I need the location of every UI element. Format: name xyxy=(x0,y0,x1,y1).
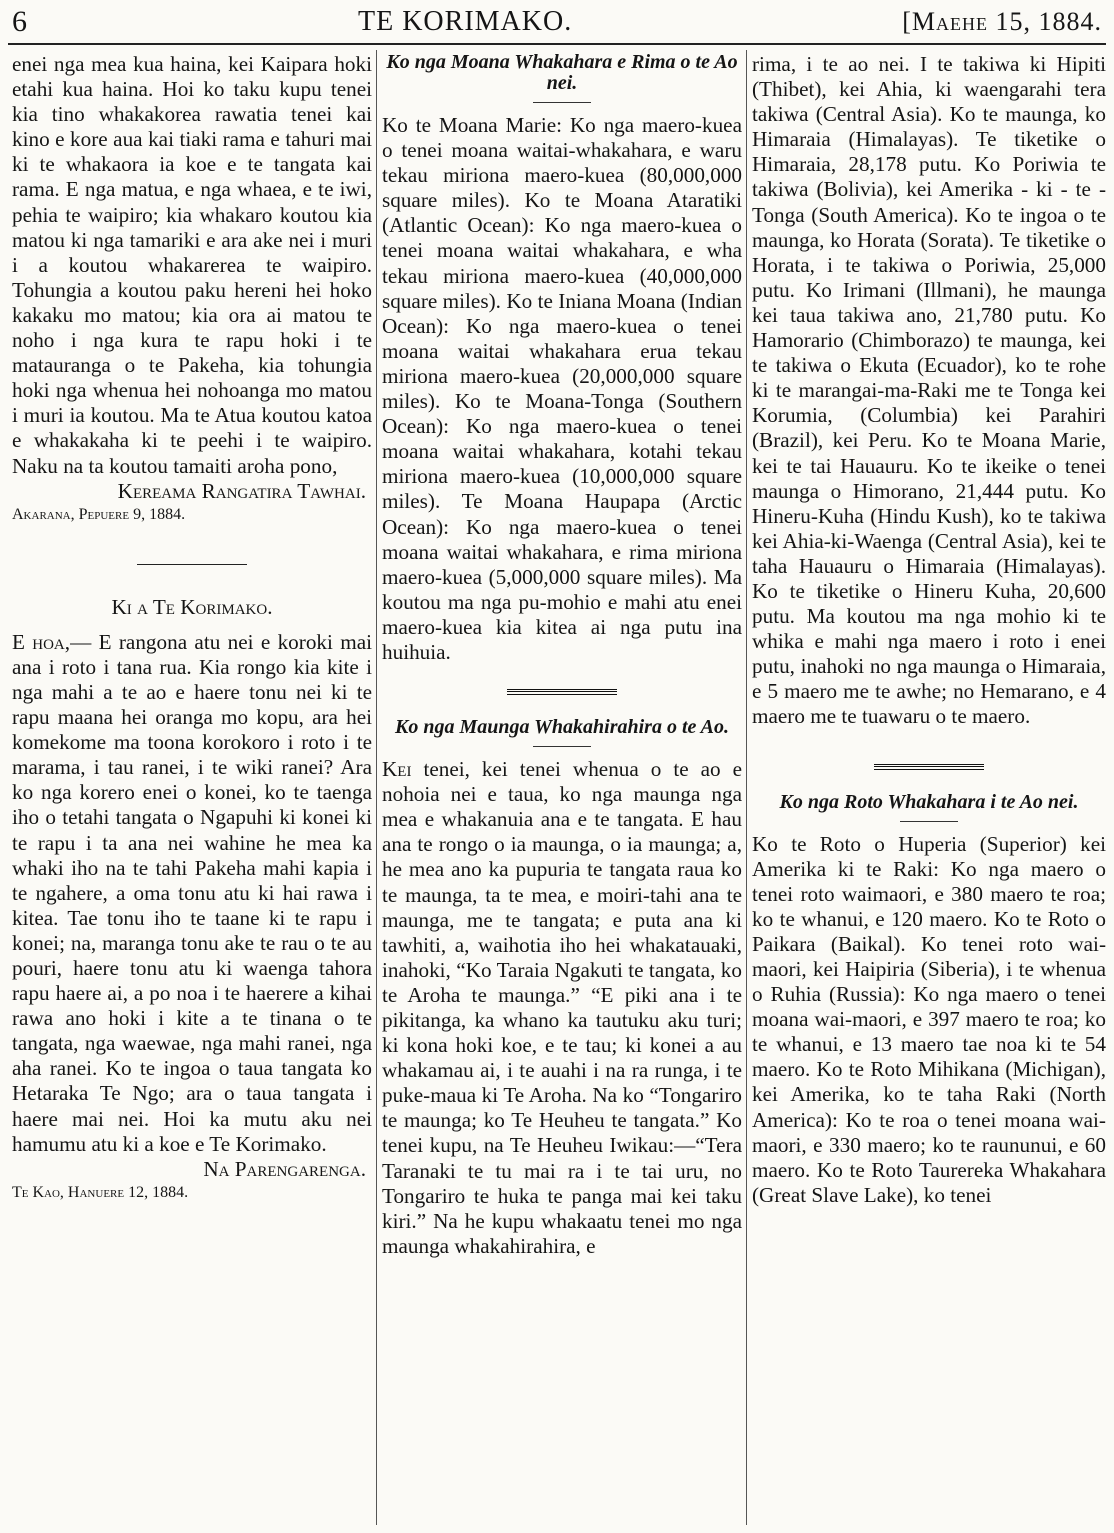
column-divider xyxy=(376,50,377,1525)
mountains-text: tenei, kei tenei whenua o te ao e nohoia nei e taua, ko nga maunga nga mea e whakanuia ana e te tangata. E hau ana te rongo o ia maunga, o ia maunga; a, he mea ano ka pupuria te tangata raua ko te maunga, ta te mea, e moiri-tahi ana te maunga, me te tangata; e puta ana ki tawhiti, a, waihotia iho hei whakatauaki, inahoki, “Ko Taraia Ngakuti te tangata, ko te Aroha te maunga.” “E piki ana i te pikitanga, ka whano ka tautuku aku turi; ki kona hoki koe, e te tau; ki konei a au whakamau ai, i te auahi i na ra runga, i te puke-maua ki Te Aroha. Na ko “Tongariro te maunga; ko Te Heuheu te tangata.” Ko tenei kupu, na Te Heuheu Iwikau:—“Tera Taranaki te tu mai ra i te tai uru, no Tongariro te huka te panga mai kei taku kiri.” Na he kupu whakaatu tenei mo nga maunga whakahirahira, e xyxy=(382,757,742,1258)
header-rule xyxy=(8,43,1106,45)
letter-2-body xyxy=(12,630,372,1157)
oceans-heading: Ko nga Moana Whakahara e Rima o te Ao nei. xyxy=(386,52,738,94)
letter-2-place-date: Te Kao, Hanuere 12, 1884. xyxy=(12,1183,189,1201)
heading-rule xyxy=(533,102,591,103)
heading-rule xyxy=(900,821,958,822)
spacer xyxy=(12,620,372,630)
column-3 xyxy=(752,52,1106,1527)
letter-2-salutation: E hoa, xyxy=(12,629,71,654)
mountains-lead-word: Kei xyxy=(382,757,412,782)
mountains-heading: Ko nga Maunga Whakahirahira o te Ao. xyxy=(395,716,729,739)
heading-rule xyxy=(533,746,591,747)
page-number: 6 xyxy=(12,5,28,38)
section-double-rule xyxy=(507,689,617,695)
oceans-body: Ko te Moana Marie: Ko nga maero-kuea o tenei moana waitai-whakahara, e waru tekau miriona maero-kuea (80,000,000 square miles). Ko te Moana Ataratiki (Atlantic Ocean): Ko nga maero-kuea o tenei moana waitai whakahara, e wha tekau miriona maero-kuea (40,000,000 square miles). Ko te Iniana Moana (Indian Ocean): Ko nga maero-kuea o tenei moana waitai whakahara erua tekau miriona maero-kuea (20,000,000 square miles). Ko te Moana-Tonga (Southern Ocean): Ko nga maero-kuea o tenei moana waitai whakahara, kotahi tekau miriona maero-kuea (10,000,000 square miles). Te Moana Haupapa (Arctic Ocean): Ko nga maero-kuea o tenei moana waitai whakahara, e rima miriona maero-kuea (5,000,000 square miles). Ma koutou ma nga pu-mohio e mahi atu enei maero-kuea kia kitea ai nga putu ina huihuia. xyxy=(382,113,742,664)
section-rule xyxy=(137,564,247,565)
letter-2-title: Ki a Te Korimako. xyxy=(111,594,273,619)
letter-1-body: enei nga mea kua haina, kei Kaipara hoki etahi kua haina. Hoi ko taku kupu tenei kia tino whakakorea rawatia tenei kai kino e kore aua kai tiaki rama e tahuri mai ki te whakaora ia koe e te tangata kai rama. E nga matua, e nga whaea, e te iwi, pehia te waipiro; kia whakaro koutou kia matou ki nga tamariki e ara ake nei i muri i a koutou whakarerea te waipiro. Tohungia a koutou paku hereni hei hoko kakaku mo matou; kia ora ai matou te noho i nga kura te rapu hoki i te matauranga o te Pakeha, kia tohungia hoki nga whenua hei nohoanga mo matou i muri ia koutou. Ma te Atua koutou katoa e whakakaha ki te peehi i te waipiro. Naku na ta koutou tamaiti aroha pono, xyxy=(12,52,372,478)
issue-date: [Maehe 15, 1884. xyxy=(902,7,1102,36)
letter-1-place-date: Akarana, Pepuere 9, 1884. xyxy=(12,505,186,523)
lakes-body: Ko te Roto o Huperia (Superior) kei Amerika ki te Raki: Ko nga maero o tenei roto waimaori, e 380 maero te roa; ko te whanui, e 120 maero. Ko te Roto o Paikara (Baikal). Ko tenei roto wai-maori, kei Haipiria (Siberia), i te whenua o Ruhia (Russia): Ko nga maero o tenei moana wai-maori, e 397 maero te roa; ko te whanui, e 13 maero tae noa ki te 54 maero. Ko te Roto Mihikana (Michigan), kei Amerika, ko te taha Raki (North America): Ko te roa o tenei moana wai-maori, e 330 maero; ko te raununui, e 60 maero. Ko te Roto Taurereka Whakahara (Great Slave Lake), ko tenei xyxy=(752,831,1106,1207)
letter-2-signature: Na Parengarenga. xyxy=(203,1156,366,1181)
column-2 xyxy=(382,52,742,1527)
letter-2-text: — E rangona atu nei e koroki mai ana i roto i tana rua. Kia rongo kia kite i nga mahi a te ao e haere tonu nei ki te rapu maana hei oranga mo kopu, ara hei komekome ma toona korokoro i roto i te marama, i tau ranei, i te wiki ranei? Ara ko nga korero enei o konei, ko te taenga iho o tetahi tangata o Ngapuhi ki konei ki te rapu i ta ana nei wahine he mea ka whaki iho na te tahi Pakeha mahi kapia i te ngahere, a oma tonu atu ki hai rawa i kitea. Tae tonu iho te taane ki te rapu i konei; na, maranga tonu ake te rau o te au pouri, haere tonu atu ki waenga tahora rapu haere ai, a po noa i te haerere a kihai rawa ano hoki i kite a te tinana o te tangata, nga waewae, nga mahi ranei, nga aha ranei. Ko te ingoa o taua tangata ko Hetaraka Te Ngo; ara o taua tangata i haere mai nei. Hoi ka mutu aku nei hamumu atu ki a koe e Te Korimako. xyxy=(12,629,372,1156)
letter-1-signature: Kereama Rangatira Tawhai. xyxy=(117,478,366,503)
page-header xyxy=(12,4,1102,40)
mountains-continued-body: rima, i te ao nei. I te takiwa ki Hipiti (Thibet), kei Ahia, ki waengarahi tera takiwa (Central Asia). Ko te maunga, ko Himaraia (Himalayas). Te tiketike o Himaraia, 28,178 putu. Ko Poriwia te takiwa (Bolivia), kei Amerika - ki - te - Tonga (South America). Ko te ingoa o te maunga, ko Horata (Sorata). Te tiketike o Horata, i te takiwa o Poriwia, 25,000 putu. Ko Irimani (Illmani), he maunga kei taua takiwa ano, 21,780 putu. Ko Hamorario (Chimborazo) te maunga, kei te takiwa o Ekuta (Ecuador), ko te rohe ki te marangai-ma-Raki me te Tonga kei Korumia, (Columbia) kei Parahiri (Brazil), kei Peru. Ko te Moana Marie, kei te tai Hauauru. Ko te ikeike o tenei maunga o Himorano, 21,444 putu. Ko Hineru-Kuha (Hindu Kush), ko te takiwa kei Ahia-ki-Waenga (Central Asia), kei te taha Hauauru o Himaraia (Himalayas). Ko te tiketike o Hineru Kuha, 20,600 putu. Ma koutou ma nga mohio ki te whika e mahi nga maero i roto i enei putu, inahoki no nga maunga o Himaraia, e 5 maero me te awhe; no Hemarano, e 4 maero me te tuawaru o te maero. xyxy=(752,52,1106,729)
newspaper-title: TE KORIMAKO. xyxy=(358,6,573,37)
column-1 xyxy=(12,52,372,1527)
lakes-heading: Ko nga Roto Whakahara i te Ao nei. xyxy=(779,790,1079,813)
section-double-rule xyxy=(874,764,984,770)
mountains-body xyxy=(382,757,742,1259)
column-divider xyxy=(746,50,747,1525)
